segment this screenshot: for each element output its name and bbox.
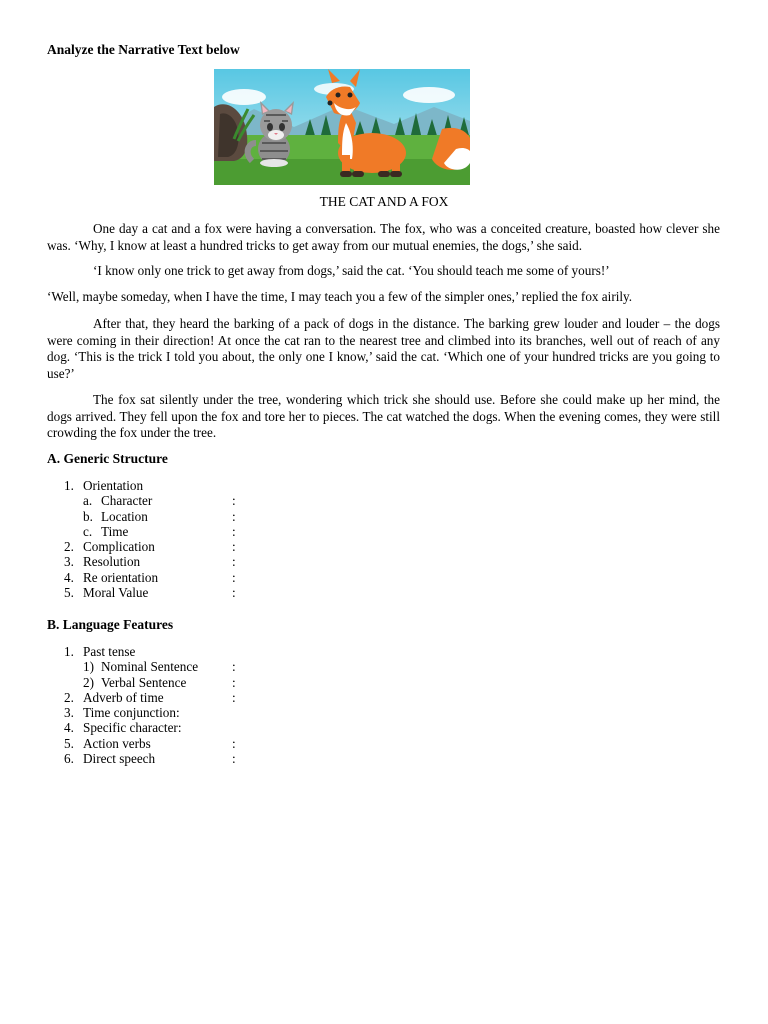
story-paragraph: The fox sat silently under the tree, wondering which trick she should use. Before she could make up her mind, the dogs arrived. They fell upon the fox and tore her to pieces. The cat watched the dogs. When the evening comes, they were still crowding the fox under the tree. — [47, 392, 720, 440]
item-label: Orientation — [83, 478, 144, 493]
list-item — [64, 674, 236, 690]
item-colon: : — [232, 659, 236, 675]
item-number: 5. — [64, 735, 74, 751]
item-label: Specific character — [83, 720, 178, 736]
item-label: Re orientation — [83, 569, 159, 585]
item-label: Resolution — [83, 554, 141, 570]
item-number: 2. — [64, 689, 74, 705]
story-paragraph: After that, they heard the barking of a pack of dogs in the distance. The barking grew louder and louder – the dogs were coming in their direction! At once the cat ran to the nearest tree and climbed into its branches, well out of reach of any dog. ‘This is the trick I told you about, the only one I know,’ said the cat. ‘Which one of your hundred tricks are you going to use?’ — [47, 316, 720, 381]
item-colon: : — [232, 585, 236, 601]
list-item — [64, 523, 236, 539]
item-number: c. — [83, 523, 93, 539]
list-item — [64, 705, 198, 720]
list-item — [64, 659, 236, 675]
item-colon: : — [232, 554, 236, 570]
item-label: Action verbs — [83, 735, 151, 751]
item-number: 2. — [64, 539, 74, 555]
item-number: 1) — [83, 659, 94, 675]
item-colon: : — [232, 689, 236, 705]
item-number: 2) — [83, 674, 94, 690]
item-number: 3. — [64, 705, 74, 721]
item-colon: : — [175, 705, 180, 721]
item-label: Moral Value — [83, 585, 149, 601]
list-item — [64, 720, 198, 735]
item-number: b. — [83, 508, 93, 524]
item-colon: : — [232, 508, 236, 524]
list-item — [64, 751, 236, 767]
item-number: 3. — [64, 554, 74, 570]
story-paragraph: ‘I know only one trick to get away from dogs,’ said the cat. ‘You should teach me some of yours!’ — [93, 263, 610, 278]
item-number: 1. — [64, 478, 74, 493]
list-item — [64, 735, 236, 751]
story-title: THE CAT AND A FOX — [319, 194, 449, 209]
item-label: Location — [101, 508, 148, 524]
item-colon: : — [232, 735, 236, 751]
worksheet-heading: Analyze the Narrative Text below — [47, 42, 240, 57]
language-features-list — [64, 644, 236, 767]
item-colon: : — [232, 751, 236, 767]
list-item — [64, 508, 236, 524]
item-number: 6. — [64, 751, 74, 767]
item-label: Complication — [83, 539, 155, 555]
item-number: 1. — [64, 644, 74, 659]
list-item — [64, 539, 236, 555]
story-paragraph: ‘Well, maybe someday, when I have the time, I may teach you a few of the simpler ones,’ replied the fox airily. — [47, 289, 633, 304]
item-number: 4. — [64, 720, 74, 736]
item-label: Character — [101, 493, 153, 509]
list-item — [64, 569, 236, 585]
item-colon: : — [177, 720, 182, 736]
item-label: Nominal Sentence — [101, 659, 199, 675]
item-number: 5. — [64, 585, 74, 601]
list-item — [64, 644, 198, 659]
item-label: Direct speech — [83, 751, 156, 767]
item-label: Time — [101, 523, 129, 539]
item-label: Time conjunction — [83, 705, 176, 721]
item-colon: : — [232, 493, 236, 509]
item-number: a. — [83, 493, 93, 509]
generic-structure-list — [64, 478, 236, 601]
list-item — [64, 585, 236, 601]
list-item — [64, 689, 236, 705]
list-item — [64, 478, 158, 493]
list-item — [64, 493, 236, 509]
item-colon: : — [232, 569, 236, 585]
story-paragraph: One day a cat and a fox were having a conversation. The fox, who was a conceited creature, boasted how clever she was. ‘Why, I know at least a hundred tricks to get away from our mutual enemies, the dogs,’ she said. — [47, 221, 720, 253]
list-item — [64, 554, 236, 570]
generic-structure-title: A. Generic Structure — [47, 451, 168, 466]
item-label: Verbal Sentence — [101, 674, 187, 690]
item-colon: : — [232, 539, 236, 555]
item-number: 4. — [64, 569, 74, 585]
item-label: Past tense — [83, 644, 136, 659]
language-features-title: B. Language Features — [47, 617, 174, 632]
item-colon: : — [232, 523, 236, 539]
item-label: Adverb of time — [83, 689, 164, 705]
item-colon: : — [232, 674, 236, 690]
cat-and-fox-illustration — [214, 69, 470, 185]
